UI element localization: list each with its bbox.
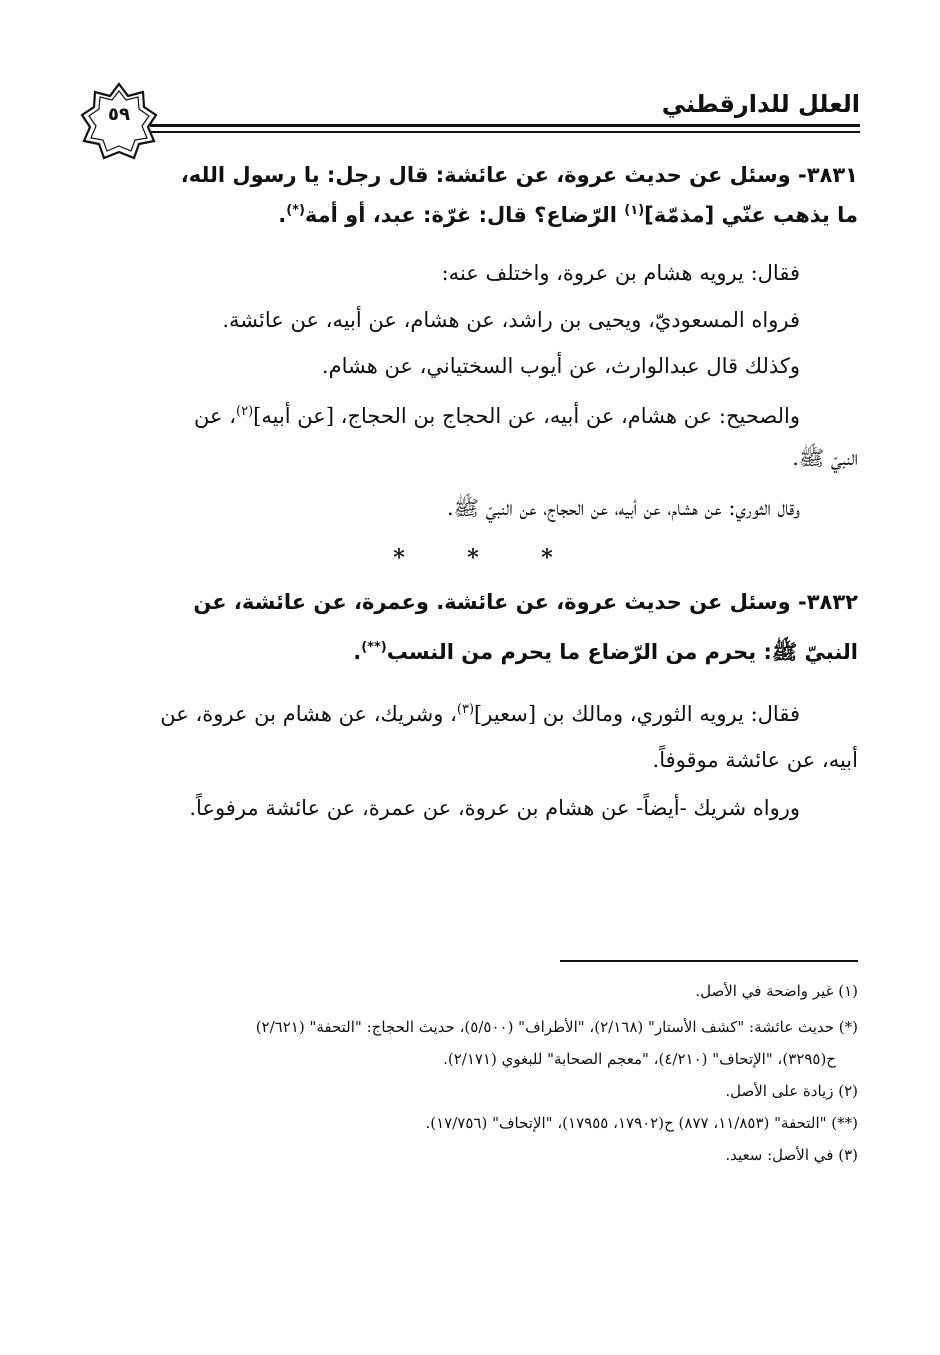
footnote-double-star: (**) "التحفة" (١١/٨٥٣، ٨٧٧) ح(١٧٩٠٢، ١٧٩٥٥)، "الإتحاف" (١٧/٧٥٦). (425, 1114, 858, 1132)
answer-3831-para-4 (88, 397, 858, 431)
footnote-2: (٢) زيادة على الأصل. (725, 1082, 858, 1100)
text: النبيّ ﷺ: يحرم من الرّضاع ما يحرم من النسب (386, 640, 858, 664)
text: فقال: يرويه الثوري، ومالك بن [سعير] (474, 702, 800, 726)
section-separator (88, 545, 858, 575)
question-3831-line-1 (88, 160, 858, 190)
footnote-ref: (٣) (456, 702, 475, 717)
text: . (278, 203, 287, 227)
star: * (393, 545, 405, 571)
question-3831-line-2 (88, 196, 858, 230)
star: * (467, 545, 479, 571)
text: ٣٨٣١- وسئل عن حديث عروة، عن عائشة: قال رجل: يا رسول الله، (180, 163, 858, 187)
footnote-3: (٣) في الأصل: سعيد. (725, 1146, 858, 1164)
page-number: ٥٩ (108, 104, 130, 125)
footnote-star-cont: ح(٣٢٩٥)، "الإتحاف" (٤/٢١٠)، "معجم الصحابة" للبغوي (٢/١٧١). (443, 1050, 836, 1068)
footnotes (88, 970, 858, 1166)
answer-3831-para-5: وقال الثوري: عن هشام، عن أبيه، عن الحجاج، عن النبيّ ﷺ. (446, 496, 800, 520)
footnote-ref: (١) (624, 203, 645, 218)
answer-3832-para-1 (88, 695, 858, 729)
footnote-ref: (**) (361, 640, 387, 655)
text: . (353, 640, 362, 664)
star: * (541, 545, 553, 571)
text: الرّضاع؟ قال: غرّة: عبد، أو أمة (304, 203, 625, 227)
answer-3831-para-3: وكذلك قال عبدالوارث، عن أيوب السختياني، عن هشام. (321, 354, 800, 378)
question-3832-line-2 (88, 633, 858, 667)
footnote-separator (560, 960, 858, 962)
running-title: العلل للدارقطني (661, 90, 860, 118)
text: ، وشريك، عن هشام بن عروة، عن (160, 702, 457, 726)
answer-3832-para-1-cont: أبيه، عن عائشة موقوفاً. (652, 748, 858, 772)
main-text (88, 158, 858, 823)
text: والصحيح: عن هشام، عن أبيه، عن الحجاج بن الحجاج، [عن أبيه] (253, 404, 800, 428)
header-rule-thin (150, 131, 860, 133)
answer-3831-para-4-cont: النبيّ ﷺ. (792, 446, 858, 470)
footnote-ref: (*) (286, 203, 305, 218)
header-rule (150, 124, 860, 127)
page-header (80, 80, 860, 160)
footnote-1: (١) غير واضحة في الأصل. (695, 982, 858, 1000)
text: ما يذهب عنّي [مذمّة] (644, 203, 858, 227)
footnote-ref: (٢) (236, 404, 254, 419)
answer-3831-para-1: فقال: يرويه هشام بن عروة، واختلف عنه: (441, 261, 800, 285)
footnote-star: (*) حديث عائشة: "كشف الأستار" (٢/١٦٨)، "الأطراف" (٥/٥٠٠)، حديث الحجاج: "التحفة" (٢/٦٢١) (255, 1018, 858, 1036)
question-3832-line-1: ٣٨٣٢- وسئل عن حديث عروة، عن عائشة. وعمرة، عن عائشة، عن (193, 590, 858, 614)
text: ، عن (194, 404, 237, 428)
answer-3831-para-2: فرواه المسعوديّ، ويحيى بن راشد، عن هشام، عن أبيه، عن عائشة. (222, 308, 800, 332)
answer-3832-para-2: ورواه شريك -أيضاً- عن هشام بن عروة، عن عمرة، عن عائشة مرفوعاً. (189, 796, 800, 820)
